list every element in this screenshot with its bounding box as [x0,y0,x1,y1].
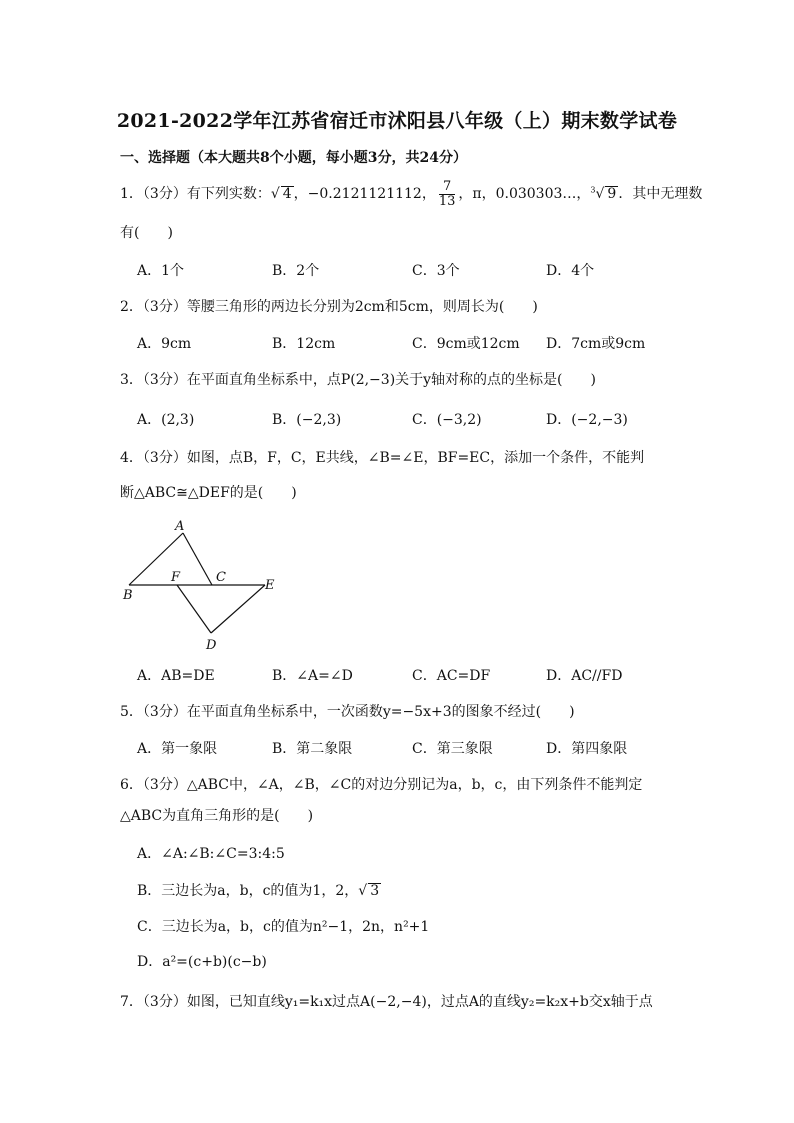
q3-option-c[interactable]: C．(−3,2) [412,412,482,428]
q1-option-c[interactable]: C．3个 [412,263,460,279]
q2-option-b[interactable]: B．12cm [272,336,336,352]
q6-option-b-text: B．三边长为a，b，c的值为1，2， [137,883,359,899]
fraction-denominator: 13 [438,193,456,209]
section-heading: 一、选择题（本大题共8个小题，每小题3分，共24分） [120,150,467,166]
question-1-line2: 有( ) [120,225,173,241]
label-a: A [175,519,185,534]
q3-option-b[interactable]: B．(−2,3) [272,412,342,428]
q3-option-d[interactable]: D．(−2,−3) [546,412,628,428]
cbrt-9: $^3$√ 9 [590,185,617,203]
q3-option-a[interactable]: A．(2,3) [137,412,195,428]
q6-option-c[interactable]: C．三边长为a，b，c的值为n²−1，2n，n²+1 [137,919,430,935]
q1-option-d[interactable]: D．4个 [546,263,595,279]
cbrt-index: 3 [590,185,596,195]
q6-option-b[interactable] [137,880,381,900]
q2-option-d[interactable]: D．7cm或9cm [546,336,646,352]
q1-prefix: 1．（3分）有下列实数： [120,186,271,203]
label-b: B [123,588,133,603]
exam-title: 2021-2022学年江苏省宿迁市沭阳县八年级（上）期末数学试卷 [116,110,678,132]
q5-option-d[interactable]: D．第四象限 [546,741,628,757]
question-3: 3．（3分）在平面直角坐标系中，点P(2,−3)关于y轴对称的点的坐标是( ) [120,372,596,388]
question-1 [120,180,702,208]
q1-decimal: ，−0.2121121112， [293,186,436,203]
fraction-numerator: 7 [439,180,456,195]
question-6-line2: △ABC为直角三角形的是( ) [120,808,314,824]
q5-option-a[interactable]: A．第一象限 [137,741,218,757]
line-d-e [211,585,265,633]
fraction-7-13 [439,180,456,208]
q2-option-c[interactable]: C．9cm或12cm [412,336,520,352]
q4-option-a[interactable]: A．AB=DE [137,668,215,684]
q6-option-d[interactable]: D．a²=(c+b)(c−b) [137,954,267,970]
sqrt-3-radicand: 3 [370,883,380,899]
question-4-line2: 断△ABC≅△DEF的是( ) [120,485,297,501]
q1-suffix: ．其中无理数 [618,186,703,203]
q1-option-a[interactable]: A．1个 [137,263,185,279]
q5-option-b[interactable]: B．第二象限 [272,741,353,757]
q1-pi: ，π，0.030303…， [458,186,591,203]
label-c: C [216,570,226,585]
q2-option-a[interactable]: A．9cm [137,336,192,352]
line-f-d [177,585,211,633]
question-5: 5．（3分）在平面直角坐标系中，一次函数y=−5x+3的图象不经过( ) [120,704,575,720]
sqrt-4: √ 4 [270,186,292,203]
question-7: 7．（3分）如图，已知直线y₁=k₁x过点A(−2,−4)，过点A的直线y₂=k₂x+b交x轴于点 [120,994,653,1010]
q4-option-b[interactable]: B．∠A=∠D [272,668,353,684]
label-f: F [171,570,181,585]
line-a-c [183,533,212,585]
sqrt-4-radicand: 4 [282,186,292,203]
q4-option-d[interactable]: D．AC//FD [546,668,623,684]
label-e: E [265,578,275,593]
question-4: 4．（3分）如图，点B，F，C，E共线，∠B=∠E，BF=EC，添加一个条件，不能判 [120,450,645,466]
q4-option-c[interactable]: C．AC=DF [412,668,491,684]
triangle-figure [115,515,285,655]
q5-option-c[interactable]: C．第三象限 [412,741,493,757]
cbrt-radicand: 9 [607,186,617,203]
label-d: D [206,638,217,653]
question-2: 2．（3分）等腰三角形的两边长分别为2cm和5cm，则周长为( ) [120,299,538,315]
q6-option-a[interactable]: A．∠A:∠B:∠C=3:4:5 [137,846,285,862]
question-6: 6．（3分）△ABC中，∠A，∠B，∠C的对边分别记为a，b，c，由下列条件不能判定 [120,777,643,793]
sqrt-3: √ 3 [358,883,380,899]
q1-option-b[interactable]: B．2个 [272,263,320,279]
